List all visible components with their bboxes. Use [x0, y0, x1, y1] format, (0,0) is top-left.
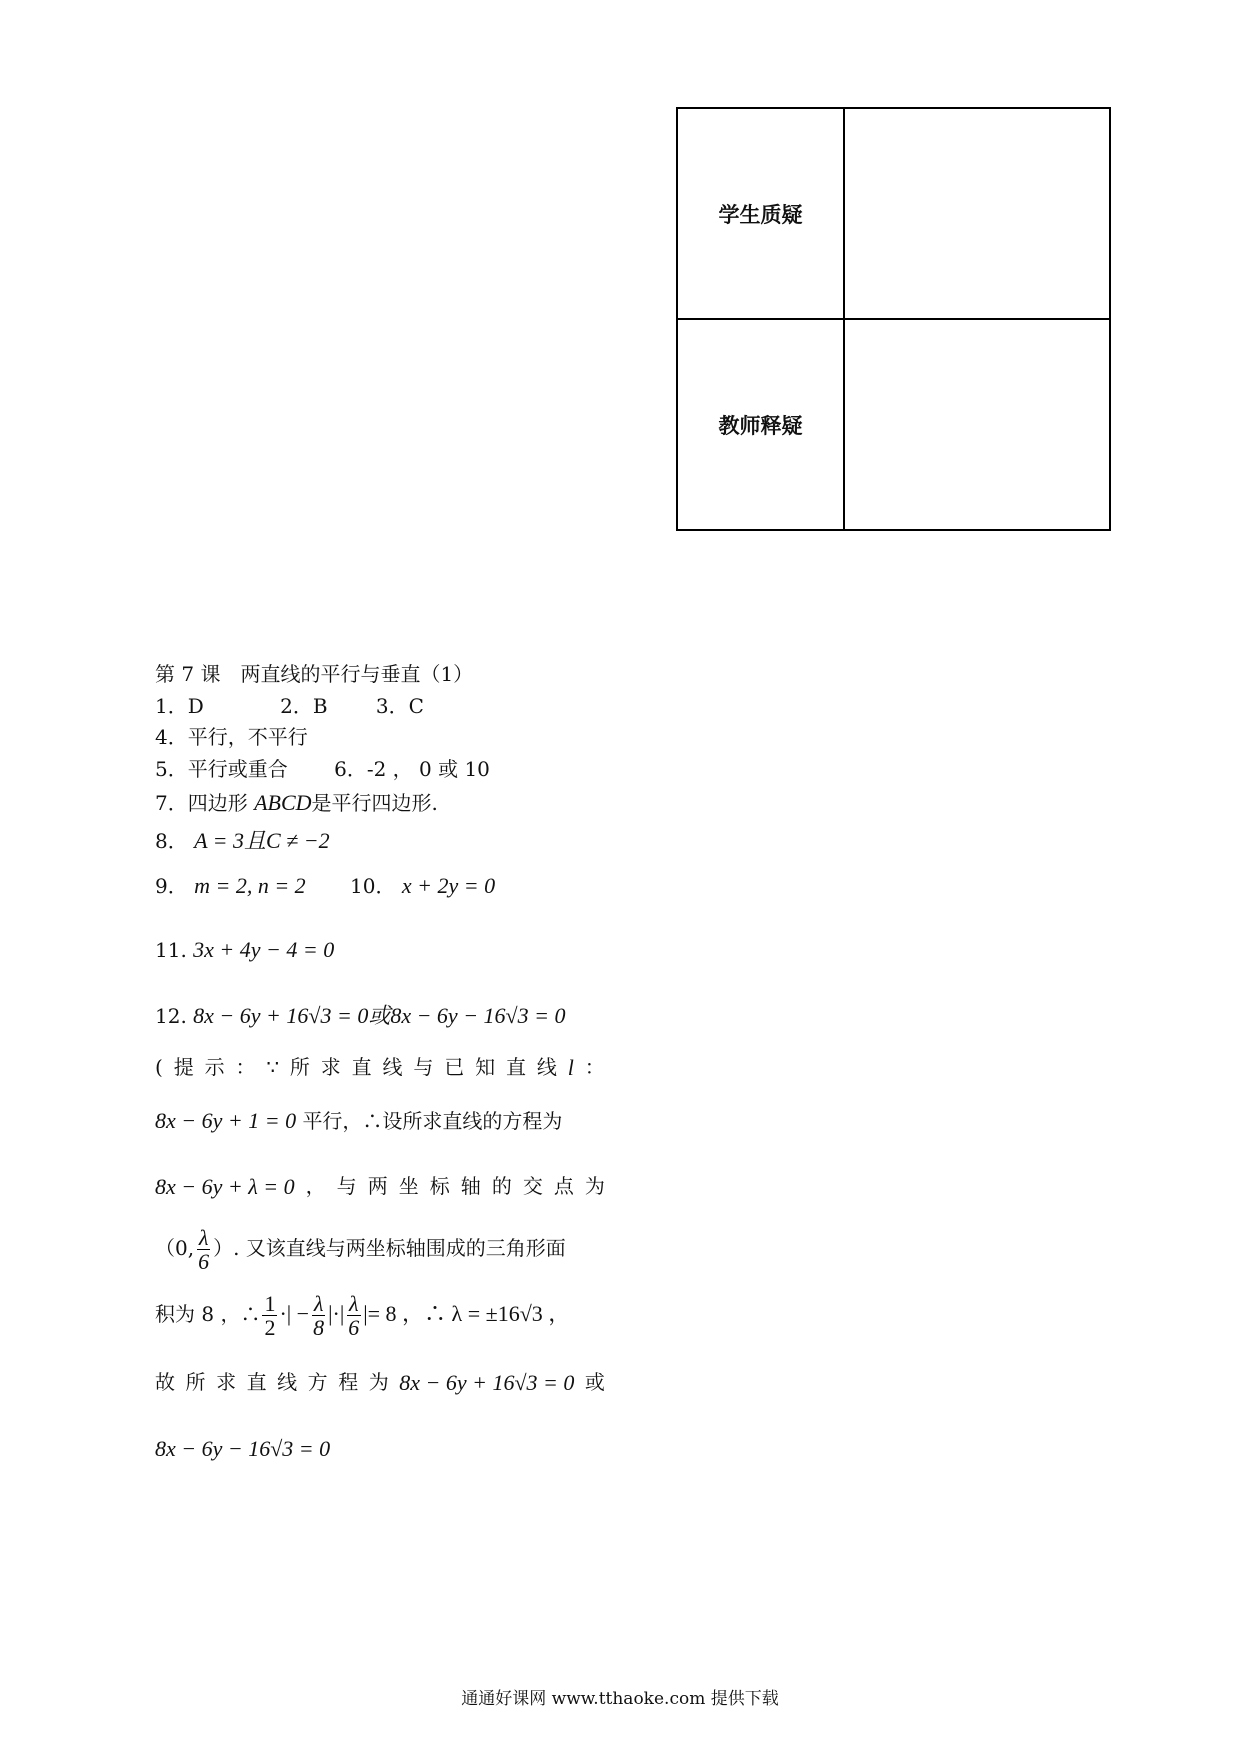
hint-char: 线	[536, 1055, 557, 1079]
fraction-lambda-8	[311, 1292, 326, 1339]
hint-char: 方	[307, 1370, 328, 1394]
hint-line-2-math: 8x − 6y + 1 = 0	[155, 1108, 297, 1133]
hint-char: ：	[584, 1055, 605, 1079]
answer-9-number: 9．	[155, 874, 188, 898]
hint-char: 与	[336, 1174, 357, 1198]
hint-char: 标	[429, 1174, 450, 1198]
fraction-numerator: λ	[198, 1225, 209, 1250]
hint-char: 为	[368, 1370, 389, 1394]
hint-line-5-abs-open: ·| −	[279, 1301, 310, 1327]
hint-char: 点	[553, 1174, 574, 1198]
hint-line-4-text: ）. 又该直线与两坐标轴围成的三角形面	[213, 1236, 566, 1261]
fraction-one-half	[262, 1292, 277, 1339]
fraction-denominator: 8	[313, 1315, 325, 1341]
answers-9-10	[155, 875, 495, 897]
hint-char: 轴	[460, 1174, 481, 1198]
hint-line-7-math: 8x − 6y − 16√3 = 0	[155, 1436, 331, 1461]
fraction-lambda-6	[196, 1226, 211, 1273]
line-l-symbol: l	[567, 1055, 574, 1080]
fraction-numerator: λ	[313, 1291, 324, 1316]
hint-line-3	[155, 1176, 605, 1198]
answer-7-number: 7．四边形	[155, 791, 248, 815]
student-question-label: 学生质疑	[677, 108, 844, 319]
student-question-cell	[844, 108, 1110, 319]
hint-line-1	[155, 1057, 605, 1079]
hint-line-5-result: |= 8 ，∴ λ = ±16√3 ，	[363, 1301, 571, 1327]
hint-char: 直	[246, 1370, 267, 1394]
answer-8-number: 8．	[155, 829, 188, 853]
hint-char: 求	[216, 1370, 237, 1394]
hint-line-2	[155, 1110, 562, 1132]
hint-line-4	[155, 1226, 566, 1273]
answers-5-6	[155, 759, 490, 779]
hint-char: 所	[185, 1370, 206, 1394]
hint-line-6-math: 8x − 6y + 16√3 = 0	[399, 1370, 575, 1395]
answers-1-3	[155, 696, 424, 716]
hint-line-2-text: 平行，∴设所求直线的方程为	[302, 1109, 563, 1133]
hint-line-7	[155, 1438, 330, 1460]
answer-7-text: 是平行四边形.	[311, 791, 438, 815]
fraction-denominator: 2	[264, 1315, 276, 1341]
hint-line-5	[155, 1292, 570, 1339]
hint-line-6	[155, 1372, 605, 1394]
hint-char: 坐	[398, 1174, 419, 1198]
hint-line-5-abs-mid: |·|	[328, 1301, 345, 1327]
hint-char: 故	[155, 1370, 175, 1394]
hint-line-5-prefix: 积为 8 ，∴	[155, 1302, 261, 1327]
question-answer-table	[676, 107, 1111, 531]
fraction-denominator: 6	[348, 1315, 360, 1341]
hint-char: 示	[204, 1055, 225, 1079]
fraction-numerator: λ	[348, 1291, 359, 1316]
hint-char: 所	[289, 1055, 310, 1079]
answer-2: 2．B	[280, 694, 328, 718]
answer-7	[155, 792, 438, 814]
hint-char: 线	[277, 1370, 298, 1394]
answer-4: 4．平行，不平行	[155, 725, 308, 749]
answer-10-math: x + 2y = 0	[401, 873, 496, 898]
fraction-lambda-6b	[346, 1292, 361, 1339]
answer-8-math: A = 3且C ≠ −2	[194, 828, 330, 853]
hint-char: 知	[475, 1055, 496, 1079]
answer-11-number: 11.	[155, 938, 187, 962]
hint-char: ，	[305, 1174, 326, 1198]
hint-char: 为	[584, 1174, 605, 1198]
hint-char: 的	[491, 1174, 512, 1198]
hint-line-4-prefix: （0,	[155, 1236, 195, 1261]
hint-char: 求	[320, 1055, 341, 1079]
answer-6: 6．-2 ， 0 或 10	[334, 757, 490, 781]
hint-char: 已	[444, 1055, 465, 1079]
answer-12-math: 8x − 6y + 16√3 = 0或8x − 6y − 16√3 = 0	[193, 1003, 566, 1028]
hint-char: ：	[235, 1055, 256, 1079]
answer-10-number: 10．	[350, 874, 396, 898]
answer-12	[155, 1005, 565, 1027]
fraction-denominator: 6	[198, 1249, 210, 1275]
answer-11	[155, 939, 334, 961]
hint-char: 直	[351, 1055, 372, 1079]
hint-char: 直	[506, 1055, 527, 1079]
hint-char: 提	[173, 1055, 194, 1079]
teacher-answer-cell	[844, 319, 1110, 530]
hint-char: 交	[522, 1174, 543, 1198]
hint-char: 线	[382, 1055, 403, 1079]
answer-11-math: 3x + 4y − 4 = 0	[193, 937, 335, 962]
hint-line-3-math: 8x − 6y + λ = 0	[155, 1174, 295, 1199]
answer-12-number: 12.	[155, 1004, 187, 1028]
page-footer: 通通好课网 www.tthaoke.com 提供下载	[461, 1689, 779, 1709]
teacher-answer-label: 教师释疑	[677, 319, 844, 530]
because-symbol: ∵	[266, 1055, 280, 1079]
answer-3: 3．C	[375, 694, 424, 718]
hint-char: (	[155, 1055, 163, 1079]
fraction-numerator: 1	[264, 1291, 276, 1316]
answer-9-math: m = 2, n = 2	[194, 873, 306, 898]
hint-char: 程	[338, 1370, 359, 1394]
hint-char: 或	[584, 1370, 605, 1394]
answer-1: 1．D	[155, 694, 204, 718]
lesson-title: 第 7 课 两直线的平行与垂直（1）	[155, 662, 474, 686]
hint-char: 两	[367, 1174, 388, 1198]
answer-8	[155, 830, 330, 852]
answer-7-math: ABCD	[254, 790, 312, 815]
hint-char: 与	[413, 1055, 434, 1079]
answer-5: 5．平行或重合	[155, 757, 288, 781]
